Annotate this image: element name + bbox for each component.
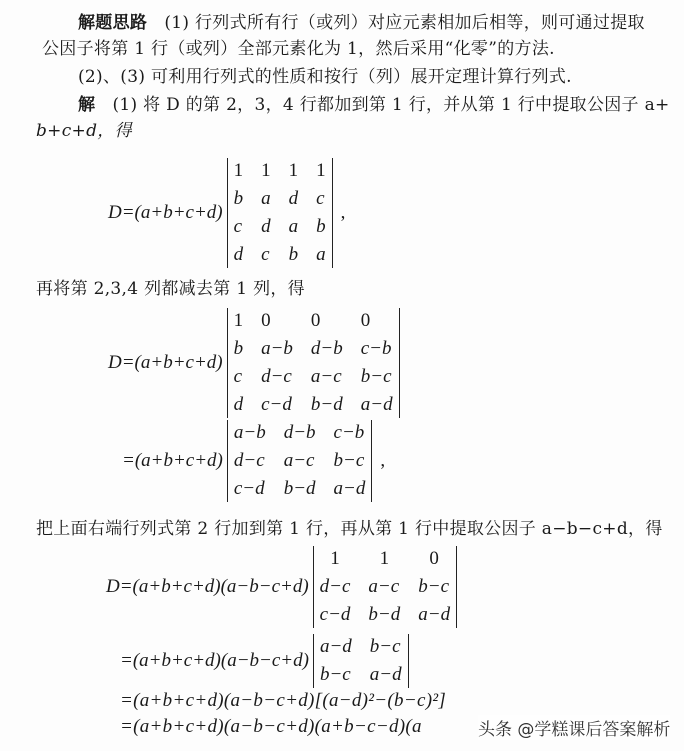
cell: d−b [310,338,343,359]
approach-continued: 公因子将第 1 行（或列）全部元素化为 1，然后采用“化零”的方法. [42,39,555,59]
cell: d−c [261,366,292,387]
cell: a−d [418,604,451,625]
determinant-3x3 [313,546,457,628]
equation-6: =(a+b+c+d)(a−b−c+d)[(a−d)²−(b−c)²] [120,690,447,711]
cell: c−d [319,604,351,625]
cell: d−b [283,422,316,443]
cell: b−c [369,636,401,657]
cell: a−d [369,664,402,685]
cell: d [288,188,299,209]
determinant-2x2 [313,634,409,688]
cell: d−c [233,450,265,471]
cell: b−c [418,576,450,597]
determinant-4x4 [227,158,333,268]
cell: b−d [283,478,316,499]
approach-part2: (2)、(3) 可利用行列式的性质和按行（列）展开定理计算行列式. [78,67,572,87]
cell: b [288,244,299,265]
solution-label: 解 [78,95,96,115]
cell: 1 [379,548,390,569]
cell: d−c [319,576,351,597]
cell: d [261,216,271,237]
cell: a−d [360,394,393,415]
cell: 0 [261,310,271,331]
determinant-4x4 [227,308,400,418]
equation-1 [108,158,345,268]
cell: 1 [316,160,326,181]
approach-text: (1) 行列式所有行（或列）对应元素相加后相等，则可通过提取 [164,13,645,33]
cell: c−d [261,394,292,415]
cell: c−b [333,422,365,443]
cell: a−c [368,576,400,597]
eq3-prefix: =(a+b+c+d) [122,450,223,471]
cell: c−d [233,478,265,499]
equation-7: =(a+b+c+d)(a−b−c+d)(a+b−c−d)(a [120,716,422,737]
cell: c [233,366,243,387]
cell: b−d [368,604,401,625]
cell: a−c [310,366,342,387]
eq5-prefix: =(a+b+c+d)(a−b−c+d) [120,650,309,671]
cell: a [261,188,271,209]
eq3-suffix: , [380,450,386,471]
eq1-suffix: , [340,202,346,223]
cell: 0 [360,310,371,331]
row-step-text: 把上面右端行列式第 2 行加到第 1 行，再从第 1 行中提取公因子 a−b−c+d，得 [36,519,663,539]
cell: c [233,216,243,237]
cell: c [316,188,325,209]
cell: d [233,244,244,265]
cell: b [233,188,244,209]
paragraph-solution [78,90,670,115]
cell: a−d [319,636,352,657]
cell: d [233,394,244,415]
cell: c−b [360,338,392,359]
column-step-text: 再将第 2,3,4 列都减去第 1 列，得 [36,279,305,299]
solution-continued: b+c+d，得 [36,121,132,141]
cell: 1 [233,310,244,331]
cell: a−b [261,338,293,359]
cell: 1 [288,160,299,181]
determinant-3x3 [227,420,372,502]
cell: a−d [333,478,366,499]
cell: a−b [233,422,266,443]
equation-2 [108,308,404,418]
eq4-prefix: D=(a+b+c+d)(a−b−c+d) [106,576,309,597]
eq1-prefix: D=(a+b+c+d) [108,202,223,223]
approach-label: 解题思路 [78,13,148,33]
equation-4 [106,546,461,628]
cell: b [233,338,244,359]
cell: 1 [233,160,244,181]
watermark: 头条 @学糕课后答案解析 [478,715,670,740]
cell: 1 [330,548,340,569]
equation-5 [120,634,413,688]
cell: a [288,216,299,237]
cell: b−c [333,450,365,471]
cell: b−d [310,394,343,415]
cell: b−c [360,366,392,387]
cell: 1 [261,160,271,181]
cell: a−c [283,450,315,471]
cell: b [316,216,326,237]
cell: c [261,244,270,265]
eq2-prefix: D=(a+b+c+d) [108,352,223,373]
cell: 0 [429,548,439,569]
paragraph-approach [78,8,645,33]
cell: a [316,244,326,265]
cell: b−c [319,664,351,685]
solution-text: (1) 将 D 的第 2，3，4 行都加到第 1 行，并从第 1 行中提取公因子 a+ [112,95,670,115]
cell: 0 [310,310,321,331]
equation-3 [122,420,385,502]
